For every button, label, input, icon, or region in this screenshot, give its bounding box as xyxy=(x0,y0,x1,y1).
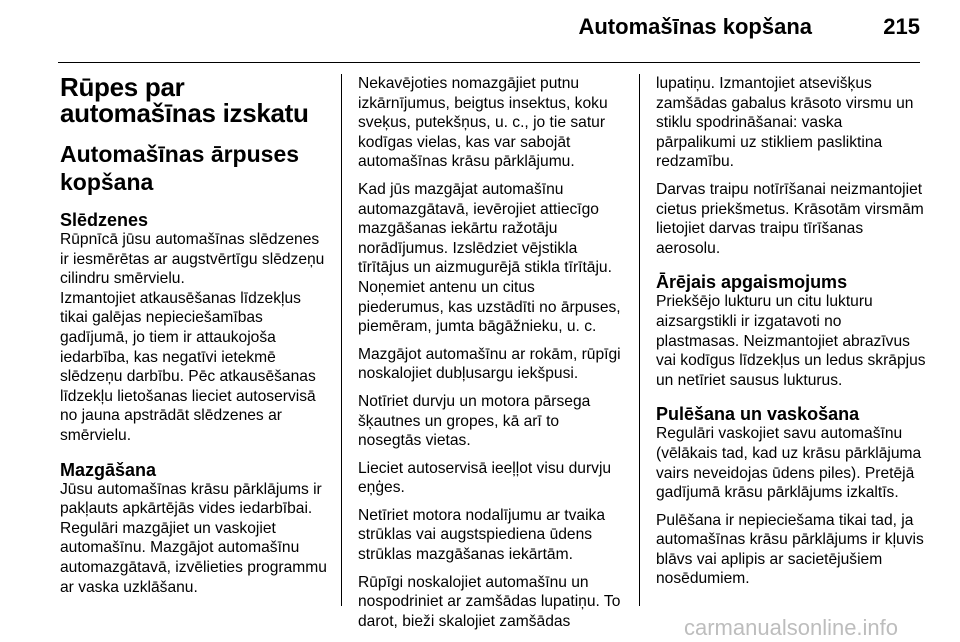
col2-paragraph-6: Netīriet motora nodalījumu ar tvaika strūklas vai augstspiediena ūdens strūklas mazgāšanas iekārtām. xyxy=(358,506,606,564)
heading-polishing-waxing: Pulēšana un vaskošana xyxy=(656,404,860,425)
heading-exterior-lighting: Ārējais apgaismojums xyxy=(656,272,848,293)
polish-paragraph-1: Regulāri vaskojiet savu automašīnu (vēlākais tad, kad uz krāsu pārklājuma vairs neveidojas ūdens piles). Pretējā gadījumā krāsu pārklājums izkaltīs. xyxy=(656,425,922,502)
page-number: 215 xyxy=(883,14,920,39)
locks-paragraph-2: Izmantojiet atkausēšanas līdzekļus tikai galējas nepieciešamības gadījumā, jo tiem ir attaukojoša iedarbība, kas negatīvi ietekmē slēdzeņu darbību. Pēc atkausēšanas līdzekļu lietošanas lieciet autoservisā no jauna apstrādāt slēdzenes ar smērvielu. xyxy=(60,289,316,444)
col2-paragraph-3: Mazgājot automašīnu ar rokām, rūpīgi noskalojiet dubļusargu iekšpusi. xyxy=(358,345,621,383)
col3-paragraph-2: Darvas traipu notīrīšanai neizmantojiet cietus priekšmetus. Krāsotām virsmām lietojiet darvas traipu tīrīšanas aerosolu. xyxy=(656,180,924,257)
washing-paragraph-1: Jūsu automašīnas krāsu pārklājums ir pakļauts apkārtējās vides iedarbībai. Regulāri mazgājiet un vaskojiet automašīnu. Mazgājot automašīnu automazgātavā, izvēlieties programmu ar vaska uzklāšanu. xyxy=(60,480,327,596)
column-divider-2 xyxy=(639,74,640,606)
column-divider-1 xyxy=(341,74,342,606)
header-section-title: Automašīnas kopšana xyxy=(578,14,812,39)
heading-washing: Mazgāšana xyxy=(60,459,157,480)
heading-locks: Slēdzenes xyxy=(60,210,149,230)
locks-paragraph-1: Rūpnīcā jūsu automašīnas slēdzenes ir iesmērētas ar augstvērtīgu slēdzeņu cilindru smērvielu. xyxy=(60,231,325,288)
page-title: Rūpes par automašīnas izskatu xyxy=(60,72,309,128)
column-3 xyxy=(656,74,926,597)
col2-paragraph-2: Kad jūs mazgājat automašīnu automazgātavā, ievērojiet attiecīgo mazgāšanas iekārtu ražotāju norādījumus. Izslēdziet vējstikla tīrītājus un aizmugurējā stikla tīrītāju. Noņemiet antenu un citus piederumus, kas uzstādīti no ārpuses, piemēram, jumta bāgāžnieku, u. c. xyxy=(358,180,621,336)
col2-paragraph-1: Nekavējoties nomazgājiet putnu izkārnījumus, beigtus insektus, koku sveķus, putekšņus, u. c., jo tie satur kodīgas vielas, kas var sabojāt automašīnas krāsu pārklājumu. xyxy=(358,75,608,171)
watermark-text: carmanualsonline.info xyxy=(684,615,899,640)
section-title: Automašīnas ārpuses kopšana xyxy=(60,141,300,195)
column-1 xyxy=(60,74,328,597)
lighting-paragraph-1: Priekšējo lukturu un citu lukturu aizsargstikli ir izgatavoti no plastmasas. Neizmantojiet abrazīvus vai kodīgus līdzekļus un ledus skrāpjus un netīriet sausus lukturus. xyxy=(656,293,926,389)
col2-paragraph-5: Lieciet autoservisā ieeļļot visu durvju eņģes. xyxy=(358,459,612,497)
column-2 xyxy=(358,74,624,639)
col3-paragraph-1: lupatiņu. Izmantojiet atsevišķus zamšādas gabalus krāsoto virsmu un stiklu spodrināšanai: vaska pārpalikumi uz stikliem pasliktina redzamību. xyxy=(656,75,914,171)
header-divider xyxy=(58,62,920,63)
polish-paragraph-2: Pulēšana ir nepieciešama tikai tad, ja automašīnas krāsu pārklājums ir kļuvis blāvs vai aplipis ar sacietējušiem nosēdumiem. xyxy=(656,511,924,588)
col2-paragraph-4: Notīriet durvju un motora pārsega šķautnes un gropes, kā arī to nosegtās vietas. xyxy=(358,392,591,450)
col2-paragraph-7: Rūpīgi noskalojiet automašīnu un nospodriniet ar zamšādas lupatiņu. To darot, bieži skalojiet zamšādas xyxy=(358,573,621,630)
